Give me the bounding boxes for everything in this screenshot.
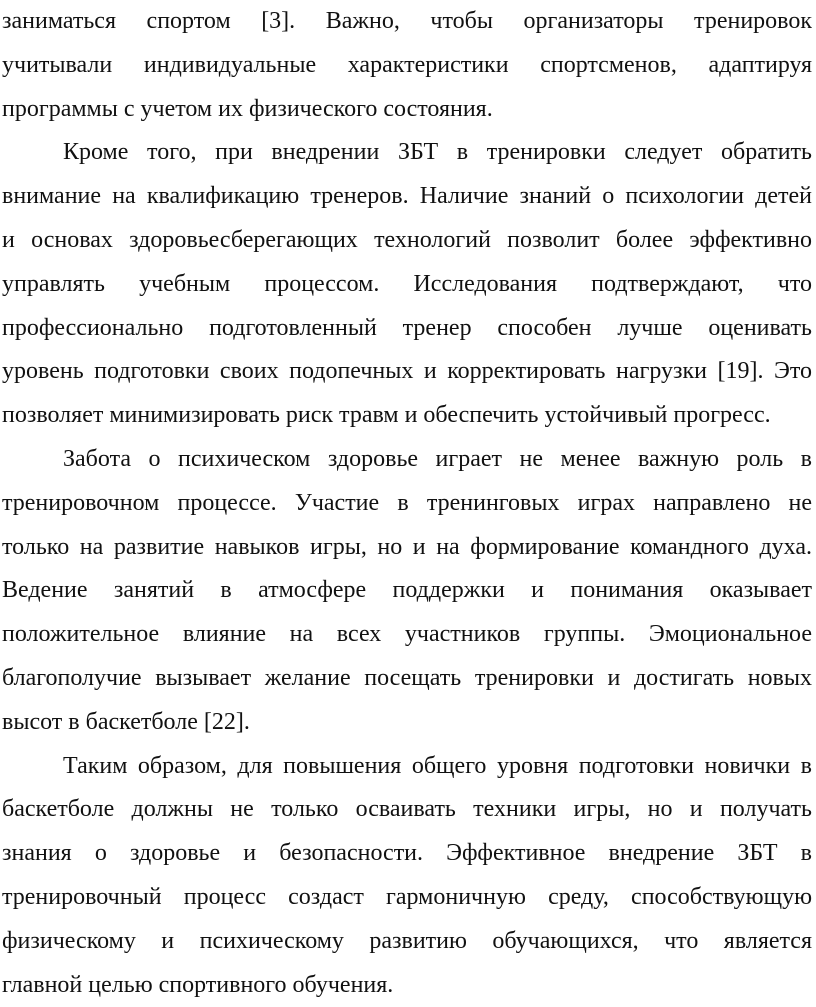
text-line: внимание на квалификацию тренеров. Наличие знаний о психологии детей — [2, 183, 812, 210]
text-line: профессионально подготовленный тренер способен лучше оценивать — [2, 314, 812, 341]
paragraph-2 — [2, 131, 816, 438]
paragraph-4 — [2, 745, 816, 1007]
paragraph-3 — [2, 438, 816, 745]
text-line: управлять учебным процессом. Исследования подтверждают, что — [2, 270, 812, 297]
text-line: положительное влияние на всех участников группы. Эмоциональное — [2, 621, 812, 648]
text-line: Кроме того, при внедрении ЗБТ в тренировки следует обратить — [63, 139, 812, 166]
text-line: заниматься спортом [3]. Важно, чтобы организаторы тренировок — [2, 8, 812, 34]
text-line: знания о здоровье и безопасности. Эффективное внедрение ЗБТ в — [2, 840, 812, 867]
text-line: тренировочный процесс создаст гармоничную среду, способствующую — [2, 883, 812, 910]
text-line: и основах здоровьесберегающих технологий позволит более эффективно — [2, 226, 812, 253]
paragraph-1 — [2, 0, 816, 131]
text-line: главной целью спортивного обучения. — [2, 971, 394, 998]
text-line: только на развитие навыков игры, но и на формирование командного духа. — [2, 533, 812, 560]
text-line: учитывали индивидуальные характеристики спортсменов, адаптируя — [2, 51, 812, 78]
text-line: Ведение занятий в атмосфере поддержки и понимания оказывает — [2, 577, 812, 604]
text-line: программы с учетом их физического состояния. — [2, 95, 493, 122]
text-line: Забота о психическом здоровье играет не менее важную роль в — [63, 445, 812, 472]
text-line: благополучие вызывает желание посещать тренировки и достигать новых — [2, 664, 812, 691]
text-line: уровень подготовки своих подопечных и корректировать нагрузки [19]. Это — [2, 358, 812, 385]
text-line: Таким образом, для повышения общего уровня подготовки новички в — [63, 752, 812, 779]
text-line: высот в баскетболе [22]. — [2, 708, 250, 735]
text-line: баскетболе должны не только осваивать техники игры, но и получать — [2, 796, 812, 823]
text-line: тренировочном процессе. Участие в тренинговых играх направлено не — [2, 489, 812, 516]
text-line: физическому и психическому развитию обучающихся, что является — [2, 927, 812, 954]
text-line: позволяет минимизировать риск травм и обеспечить устойчивый прогресс. — [2, 402, 771, 429]
